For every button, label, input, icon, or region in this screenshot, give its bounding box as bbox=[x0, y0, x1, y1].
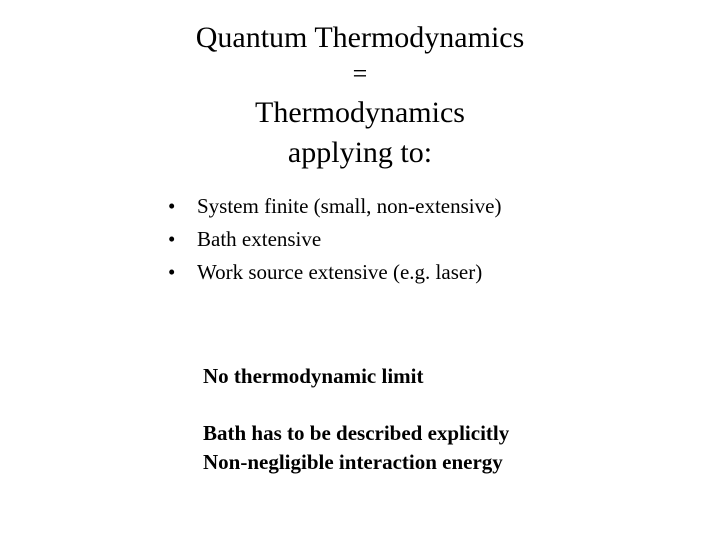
slide-title-line-4: applying to: bbox=[287, 136, 433, 169]
bullet-marker: • bbox=[168, 260, 176, 284]
bullet-marker: • bbox=[168, 227, 176, 251]
bullet-list bbox=[168, 190, 501, 289]
slide-title-line-1: Quantum Thermodynamics bbox=[195, 21, 525, 54]
bullet-item bbox=[168, 190, 501, 223]
bullet-text: System finite (small, non-extensive) bbox=[197, 194, 502, 218]
bullet-marker: • bbox=[168, 194, 176, 218]
slide-title-line-3: Thermodynamics bbox=[255, 96, 465, 129]
bullet-text: Work source extensive (e.g. laser) bbox=[197, 260, 483, 284]
bullet-item bbox=[168, 256, 501, 289]
note-no-thermodynamic-limit: No thermodynamic limit bbox=[203, 364, 424, 388]
note-interaction-energy: Non-negligible interaction energy bbox=[203, 450, 503, 474]
bullet-text: Bath extensive bbox=[197, 227, 322, 251]
slide-title-equals: = bbox=[352, 59, 368, 88]
bullet-item bbox=[168, 223, 501, 256]
note-bath-explicit: Bath has to be described explicitly bbox=[203, 421, 510, 445]
